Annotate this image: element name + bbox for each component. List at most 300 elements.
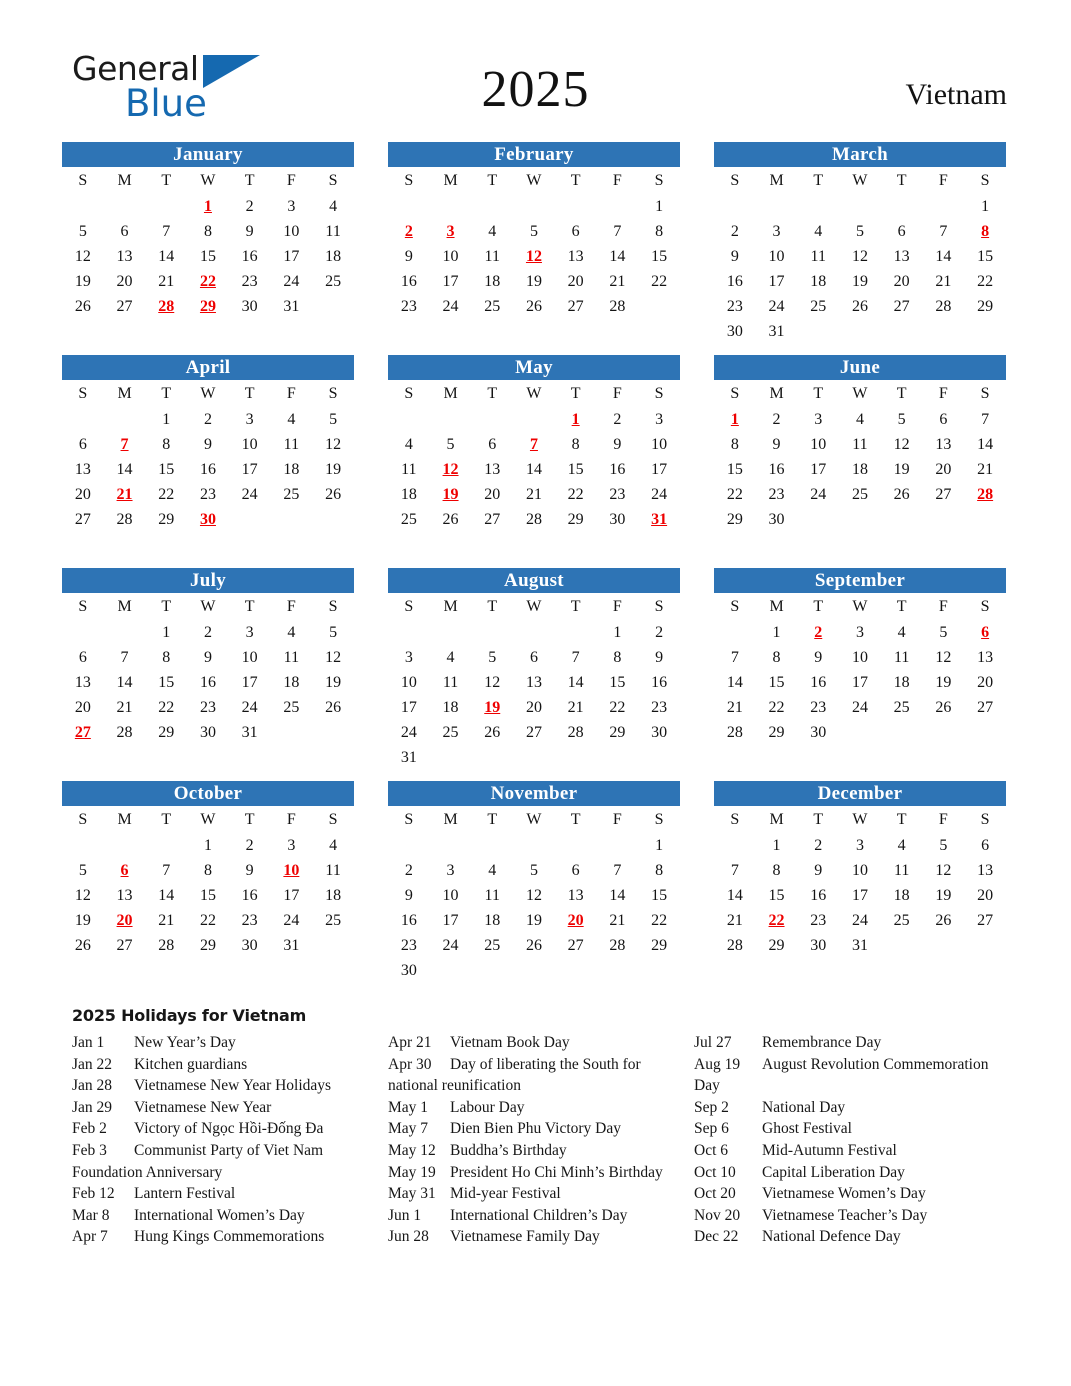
day-cell[interactable]: 16 [400, 272, 417, 290]
day-cell-holiday[interactable]: 2 [404, 222, 413, 240]
day-cell[interactable]: 29 [768, 936, 785, 954]
day-cell[interactable]: 21 [609, 272, 626, 290]
day-cell[interactable]: 18 [851, 460, 868, 478]
day-cell[interactable]: 9 [730, 247, 739, 265]
day-cell[interactable]: 12 [74, 886, 91, 904]
day-cell[interactable]: 29 [567, 510, 584, 528]
day-cell[interactable]: 3 [245, 410, 254, 428]
day-cell[interactable]: 20 [977, 673, 994, 691]
day-cell[interactable]: 21 [567, 698, 584, 716]
day-cell[interactable]: 7 [939, 222, 948, 240]
day-cell[interactable]: 22 [609, 698, 626, 716]
day-cell[interactable]: 14 [609, 886, 626, 904]
day-cell[interactable]: 7 [730, 861, 739, 879]
day-cell[interactable]: 21 [116, 698, 133, 716]
day-cell[interactable]: 1 [655, 197, 664, 215]
day-cell[interactable]: 30 [609, 510, 626, 528]
day-cell[interactable]: 4 [329, 836, 338, 854]
day-cell[interactable]: 6 [571, 222, 580, 240]
day-cell[interactable]: 18 [400, 485, 417, 503]
day-cell[interactable]: 11 [401, 460, 417, 478]
day-cell[interactable]: 13 [484, 460, 501, 478]
day-cell[interactable]: 4 [897, 836, 906, 854]
day-cell[interactable]: 13 [977, 861, 994, 879]
day-cell[interactable]: 25 [325, 272, 342, 290]
day-cell[interactable]: 4 [287, 623, 296, 641]
day-cell[interactable]: 16 [726, 272, 743, 290]
day-cell[interactable]: 18 [283, 673, 300, 691]
day-cell[interactable]: 21 [525, 485, 542, 503]
day-cell[interactable]: 24 [768, 297, 785, 315]
day-cell[interactable]: 17 [241, 673, 258, 691]
day-cell-holiday[interactable]: 6 [981, 623, 990, 641]
day-cell[interactable]: 14 [726, 886, 743, 904]
day-cell-holiday[interactable]: 1 [730, 410, 739, 428]
day-cell[interactable]: 14 [567, 673, 584, 691]
day-cell-holiday[interactable]: 1 [571, 410, 580, 428]
day-cell[interactable]: 21 [726, 911, 743, 929]
day-cell[interactable]: 8 [772, 648, 781, 666]
day-cell[interactable]: 12 [74, 247, 91, 265]
day-cell[interactable]: 17 [810, 460, 827, 478]
day-cell[interactable]: 27 [977, 911, 994, 929]
day-cell[interactable]: 18 [442, 698, 459, 716]
day-cell[interactable]: 9 [245, 861, 254, 879]
day-cell[interactable]: 17 [241, 460, 258, 478]
day-cell[interactable]: 24 [283, 911, 300, 929]
day-cell-holiday[interactable]: 20 [116, 911, 133, 929]
day-cell[interactable]: 1 [655, 836, 664, 854]
day-cell[interactable]: 14 [158, 247, 175, 265]
day-cell[interactable]: 3 [855, 836, 864, 854]
day-cell[interactable]: 20 [525, 698, 542, 716]
day-cell[interactable]: 14 [609, 247, 626, 265]
day-cell[interactable]: 29 [651, 936, 668, 954]
day-cell[interactable]: 18 [325, 886, 342, 904]
day-cell-holiday[interactable]: 7 [529, 435, 538, 453]
day-cell[interactable]: 23 [199, 698, 216, 716]
day-cell[interactable]: 6 [897, 222, 906, 240]
day-cell[interactable]: 1 [162, 410, 171, 428]
day-cell[interactable]: 5 [78, 222, 87, 240]
day-cell-holiday[interactable]: 27 [74, 723, 91, 741]
day-cell[interactable]: 19 [74, 911, 91, 929]
day-cell[interactable]: 13 [567, 886, 584, 904]
day-cell[interactable]: 31 [851, 936, 868, 954]
day-cell-holiday[interactable]: 19 [484, 698, 501, 716]
day-cell[interactable]: 8 [613, 648, 622, 666]
day-cell[interactable]: 16 [199, 460, 216, 478]
day-cell-holiday[interactable]: 31 [651, 510, 668, 528]
day-cell-holiday[interactable]: 21 [116, 485, 133, 503]
day-cell[interactable]: 24 [651, 485, 668, 503]
day-cell[interactable]: 25 [484, 936, 501, 954]
day-cell[interactable]: 31 [241, 723, 258, 741]
day-cell[interactable]: 11 [810, 247, 826, 265]
day-cell[interactable]: 9 [814, 861, 823, 879]
day-cell[interactable]: 30 [810, 723, 827, 741]
day-cell[interactable]: 30 [810, 936, 827, 954]
day-cell[interactable]: 16 [400, 911, 417, 929]
day-cell[interactable]: 23 [810, 911, 827, 929]
day-cell[interactable]: 23 [810, 698, 827, 716]
day-cell[interactable]: 30 [400, 961, 417, 979]
day-cell[interactable]: 14 [977, 435, 994, 453]
day-cell[interactable]: 28 [609, 297, 626, 315]
day-cell[interactable]: 25 [893, 698, 910, 716]
day-cell[interactable]: 25 [484, 297, 501, 315]
day-cell[interactable]: 19 [525, 272, 542, 290]
day-cell[interactable]: 16 [199, 673, 216, 691]
day-cell[interactable]: 4 [897, 623, 906, 641]
day-cell[interactable]: 14 [726, 673, 743, 691]
day-cell[interactable]: 16 [810, 886, 827, 904]
day-cell[interactable]: 23 [199, 485, 216, 503]
day-cell-holiday[interactable]: 1 [203, 197, 212, 215]
day-cell[interactable]: 9 [404, 247, 413, 265]
day-cell[interactable]: 18 [484, 911, 501, 929]
day-cell[interactable]: 28 [525, 510, 542, 528]
day-cell[interactable]: 2 [245, 836, 254, 854]
day-cell[interactable]: 21 [935, 272, 952, 290]
day-cell[interactable]: 15 [199, 247, 216, 265]
day-cell[interactable]: 21 [609, 911, 626, 929]
day-cell[interactable]: 3 [814, 410, 823, 428]
day-cell[interactable]: 9 [404, 886, 413, 904]
day-cell[interactable]: 16 [768, 460, 785, 478]
day-cell[interactable]: 30 [241, 936, 258, 954]
day-cell[interactable]: 10 [442, 886, 459, 904]
day-cell[interactable]: 19 [325, 460, 342, 478]
day-cell[interactable]: 16 [651, 673, 668, 691]
day-cell[interactable]: 5 [329, 623, 338, 641]
day-cell[interactable]: 17 [442, 272, 459, 290]
day-cell[interactable]: 6 [981, 836, 990, 854]
day-cell[interactable]: 18 [325, 247, 342, 265]
day-cell[interactable]: 7 [571, 648, 580, 666]
day-cell[interactable]: 5 [939, 623, 948, 641]
day-cell[interactable]: 9 [772, 435, 781, 453]
day-cell[interactable]: 24 [442, 297, 459, 315]
day-cell[interactable]: 20 [935, 460, 952, 478]
day-cell[interactable]: 27 [116, 297, 133, 315]
day-cell[interactable]: 2 [772, 410, 781, 428]
day-cell[interactable]: 25 [893, 911, 910, 929]
day-cell[interactable]: 24 [810, 485, 827, 503]
day-cell[interactable]: 23 [400, 936, 417, 954]
day-cell[interactable]: 3 [245, 623, 254, 641]
day-cell[interactable]: 8 [162, 648, 171, 666]
day-cell[interactable]: 3 [446, 861, 455, 879]
day-cell[interactable]: 17 [768, 272, 785, 290]
day-cell-holiday[interactable]: 28 [158, 297, 175, 315]
day-cell[interactable]: 5 [78, 861, 87, 879]
day-cell[interactable]: 18 [283, 460, 300, 478]
day-cell[interactable]: 22 [158, 698, 175, 716]
day-cell[interactable]: 20 [484, 485, 501, 503]
day-cell[interactable]: 9 [245, 222, 254, 240]
day-cell[interactable]: 4 [855, 410, 864, 428]
day-cell[interactable]: 17 [283, 886, 300, 904]
day-cell[interactable]: 11 [283, 435, 300, 453]
day-cell[interactable]: 3 [655, 410, 664, 428]
day-cell[interactable]: 13 [74, 673, 91, 691]
day-cell[interactable]: 25 [325, 911, 342, 929]
day-cell[interactable]: 21 [977, 460, 994, 478]
day-cell[interactable]: 11 [893, 648, 910, 666]
day-cell[interactable]: 26 [325, 698, 342, 716]
day-cell-holiday[interactable]: 22 [768, 911, 785, 929]
day-cell[interactable]: 13 [116, 247, 133, 265]
day-cell[interactable]: 12 [325, 648, 342, 666]
day-cell[interactable]: 26 [325, 485, 342, 503]
day-cell[interactable]: 5 [529, 222, 538, 240]
day-cell[interactable]: 6 [78, 648, 87, 666]
day-cell[interactable]: 24 [241, 698, 258, 716]
day-cell[interactable]: 2 [245, 197, 254, 215]
day-cell[interactable]: 10 [241, 648, 258, 666]
day-cell-holiday[interactable]: 12 [442, 460, 459, 478]
day-cell[interactable]: 30 [651, 723, 668, 741]
day-cell[interactable]: 27 [567, 297, 584, 315]
day-cell[interactable]: 7 [613, 222, 622, 240]
day-cell[interactable]: 8 [203, 861, 212, 879]
day-cell[interactable]: 10 [241, 435, 258, 453]
day-cell[interactable]: 20 [116, 272, 133, 290]
day-cell[interactable]: 29 [977, 297, 994, 315]
day-cell[interactable]: 4 [488, 222, 497, 240]
day-cell[interactable]: 10 [651, 435, 668, 453]
day-cell[interactable]: 25 [283, 485, 300, 503]
day-cell[interactable]: 18 [810, 272, 827, 290]
day-cell[interactable]: 24 [283, 272, 300, 290]
day-cell[interactable]: 15 [609, 673, 626, 691]
day-cell[interactable]: 17 [400, 698, 417, 716]
day-cell[interactable]: 12 [935, 648, 952, 666]
day-cell[interactable]: 23 [768, 485, 785, 503]
day-cell[interactable]: 31 [283, 297, 300, 315]
day-cell[interactable]: 20 [567, 272, 584, 290]
day-cell[interactable]: 29 [726, 510, 743, 528]
day-cell-holiday[interactable]: 12 [525, 247, 542, 265]
day-cell[interactable]: 11 [852, 435, 868, 453]
day-cell[interactable]: 7 [162, 861, 171, 879]
day-cell[interactable]: 29 [609, 723, 626, 741]
day-cell[interactable]: 2 [203, 410, 212, 428]
day-cell[interactable]: 6 [120, 222, 129, 240]
day-cell[interactable]: 24 [442, 936, 459, 954]
day-cell[interactable]: 28 [116, 510, 133, 528]
day-cell[interactable]: 27 [74, 510, 91, 528]
day-cell[interactable]: 22 [651, 272, 668, 290]
day-cell[interactable]: 30 [726, 322, 743, 340]
day-cell[interactable]: 8 [571, 435, 580, 453]
day-cell[interactable]: 28 [726, 723, 743, 741]
day-cell[interactable]: 15 [726, 460, 743, 478]
day-cell[interactable]: 5 [329, 410, 338, 428]
day-cell[interactable]: 5 [488, 648, 497, 666]
day-cell[interactable]: 9 [613, 435, 622, 453]
day-cell[interactable]: 13 [977, 648, 994, 666]
day-cell[interactable]: 1 [203, 836, 212, 854]
day-cell[interactable]: 24 [400, 723, 417, 741]
day-cell[interactable]: 6 [78, 435, 87, 453]
day-cell[interactable]: 19 [935, 673, 952, 691]
day-cell[interactable]: 7 [730, 648, 739, 666]
day-cell[interactable]: 3 [404, 648, 413, 666]
day-cell[interactable]: 14 [116, 460, 133, 478]
day-cell-holiday[interactable]: 28 [977, 485, 994, 503]
day-cell[interactable]: 13 [893, 247, 910, 265]
day-cell[interactable]: 11 [325, 222, 341, 240]
day-cell[interactable]: 10 [810, 435, 827, 453]
day-cell[interactable]: 14 [158, 886, 175, 904]
day-cell[interactable]: 8 [730, 435, 739, 453]
day-cell[interactable]: 29 [768, 723, 785, 741]
day-cell[interactable]: 25 [851, 485, 868, 503]
day-cell[interactable]: 26 [525, 297, 542, 315]
day-cell[interactable]: 23 [609, 485, 626, 503]
day-cell[interactable]: 23 [651, 698, 668, 716]
day-cell[interactable]: 27 [567, 936, 584, 954]
day-cell[interactable]: 30 [199, 723, 216, 741]
day-cell[interactable]: 15 [977, 247, 994, 265]
day-cell[interactable]: 15 [768, 886, 785, 904]
day-cell[interactable]: 24 [241, 485, 258, 503]
day-cell[interactable]: 19 [851, 272, 868, 290]
day-cell[interactable]: 30 [241, 297, 258, 315]
day-cell[interactable]: 28 [158, 936, 175, 954]
day-cell[interactable]: 1 [613, 623, 622, 641]
day-cell[interactable]: 15 [651, 247, 668, 265]
day-cell[interactable]: 29 [158, 723, 175, 741]
day-cell[interactable]: 29 [158, 510, 175, 528]
day-cell[interactable]: 13 [525, 673, 542, 691]
day-cell[interactable]: 24 [851, 698, 868, 716]
day-cell[interactable]: 20 [893, 272, 910, 290]
day-cell[interactable]: 17 [851, 673, 868, 691]
day-cell[interactable]: 8 [203, 222, 212, 240]
day-cell-holiday[interactable]: 22 [199, 272, 216, 290]
day-cell-holiday[interactable]: 29 [199, 297, 216, 315]
day-cell[interactable]: 17 [851, 886, 868, 904]
day-cell[interactable]: 27 [935, 485, 952, 503]
day-cell-holiday[interactable]: 3 [446, 222, 455, 240]
day-cell[interactable]: 31 [768, 322, 785, 340]
day-cell[interactable]: 22 [567, 485, 584, 503]
day-cell[interactable]: 22 [651, 911, 668, 929]
day-cell[interactable]: 15 [567, 460, 584, 478]
day-cell[interactable]: 5 [939, 836, 948, 854]
day-cell[interactable]: 6 [939, 410, 948, 428]
day-cell[interactable]: 1 [772, 836, 781, 854]
day-cell[interactable]: 27 [116, 936, 133, 954]
day-cell[interactable]: 22 [726, 485, 743, 503]
day-cell[interactable]: 19 [325, 673, 342, 691]
day-cell[interactable]: 18 [484, 272, 501, 290]
day-cell[interactable]: 28 [726, 936, 743, 954]
day-cell[interactable]: 25 [810, 297, 827, 315]
day-cell[interactable]: 11 [893, 861, 910, 879]
day-cell[interactable]: 4 [488, 861, 497, 879]
day-cell[interactable]: 22 [158, 485, 175, 503]
day-cell[interactable]: 5 [897, 410, 906, 428]
day-cell[interactable]: 29 [199, 936, 216, 954]
day-cell[interactable]: 25 [400, 510, 417, 528]
day-cell[interactable]: 23 [400, 297, 417, 315]
day-cell[interactable]: 23 [241, 911, 258, 929]
day-cell[interactable]: 15 [158, 673, 175, 691]
day-cell[interactable]: 20 [74, 485, 91, 503]
day-cell[interactable]: 21 [158, 272, 175, 290]
day-cell[interactable]: 15 [199, 886, 216, 904]
day-cell[interactable]: 28 [609, 936, 626, 954]
day-cell-holiday[interactable]: 10 [283, 861, 300, 879]
day-cell[interactable]: 2 [203, 623, 212, 641]
day-cell[interactable]: 21 [158, 911, 175, 929]
day-cell[interactable]: 12 [893, 435, 910, 453]
day-cell[interactable]: 30 [768, 510, 785, 528]
day-cell[interactable]: 5 [529, 861, 538, 879]
day-cell[interactable]: 19 [893, 460, 910, 478]
day-cell[interactable]: 9 [814, 648, 823, 666]
day-cell[interactable]: 25 [442, 723, 459, 741]
day-cell-holiday[interactable]: 20 [567, 911, 584, 929]
day-cell[interactable]: 27 [893, 297, 910, 315]
day-cell-holiday[interactable]: 8 [981, 222, 990, 240]
day-cell[interactable]: 11 [442, 673, 459, 691]
day-cell[interactable]: 11 [484, 247, 500, 265]
day-cell[interactable]: 2 [814, 836, 823, 854]
day-cell[interactable]: 26 [893, 485, 910, 503]
day-cell[interactable]: 13 [567, 247, 584, 265]
day-cell[interactable]: 17 [442, 911, 459, 929]
day-cell[interactable]: 26 [935, 698, 952, 716]
day-cell[interactable]: 7 [613, 861, 622, 879]
day-cell[interactable]: 26 [74, 297, 91, 315]
day-cell[interactable]: 2 [404, 861, 413, 879]
day-cell[interactable]: 13 [74, 460, 91, 478]
day-cell[interactable]: 15 [768, 673, 785, 691]
day-cell[interactable]: 2 [730, 222, 739, 240]
day-cell[interactable]: 26 [935, 911, 952, 929]
day-cell[interactable]: 7 [120, 648, 129, 666]
day-cell[interactable]: 18 [893, 886, 910, 904]
day-cell[interactable]: 7 [162, 222, 171, 240]
day-cell-holiday[interactable]: 6 [120, 861, 129, 879]
day-cell[interactable]: 28 [116, 723, 133, 741]
day-cell[interactable]: 1 [981, 197, 990, 215]
day-cell[interactable]: 1 [772, 623, 781, 641]
day-cell[interactable]: 20 [74, 698, 91, 716]
day-cell[interactable]: 4 [446, 648, 455, 666]
day-cell[interactable]: 9 [203, 648, 212, 666]
day-cell[interactable]: 28 [935, 297, 952, 315]
day-cell[interactable]: 4 [404, 435, 413, 453]
day-cell[interactable]: 12 [935, 861, 952, 879]
day-cell[interactable]: 13 [935, 435, 952, 453]
day-cell[interactable]: 27 [484, 510, 501, 528]
day-cell[interactable]: 18 [893, 673, 910, 691]
day-cell[interactable]: 21 [726, 698, 743, 716]
day-cell[interactable]: 12 [484, 673, 501, 691]
day-cell[interactable]: 6 [529, 648, 538, 666]
day-cell[interactable]: 17 [283, 247, 300, 265]
day-cell[interactable]: 10 [851, 648, 868, 666]
day-cell-holiday[interactable]: 30 [199, 510, 216, 528]
day-cell[interactable]: 19 [525, 911, 542, 929]
day-cell[interactable]: 26 [442, 510, 459, 528]
